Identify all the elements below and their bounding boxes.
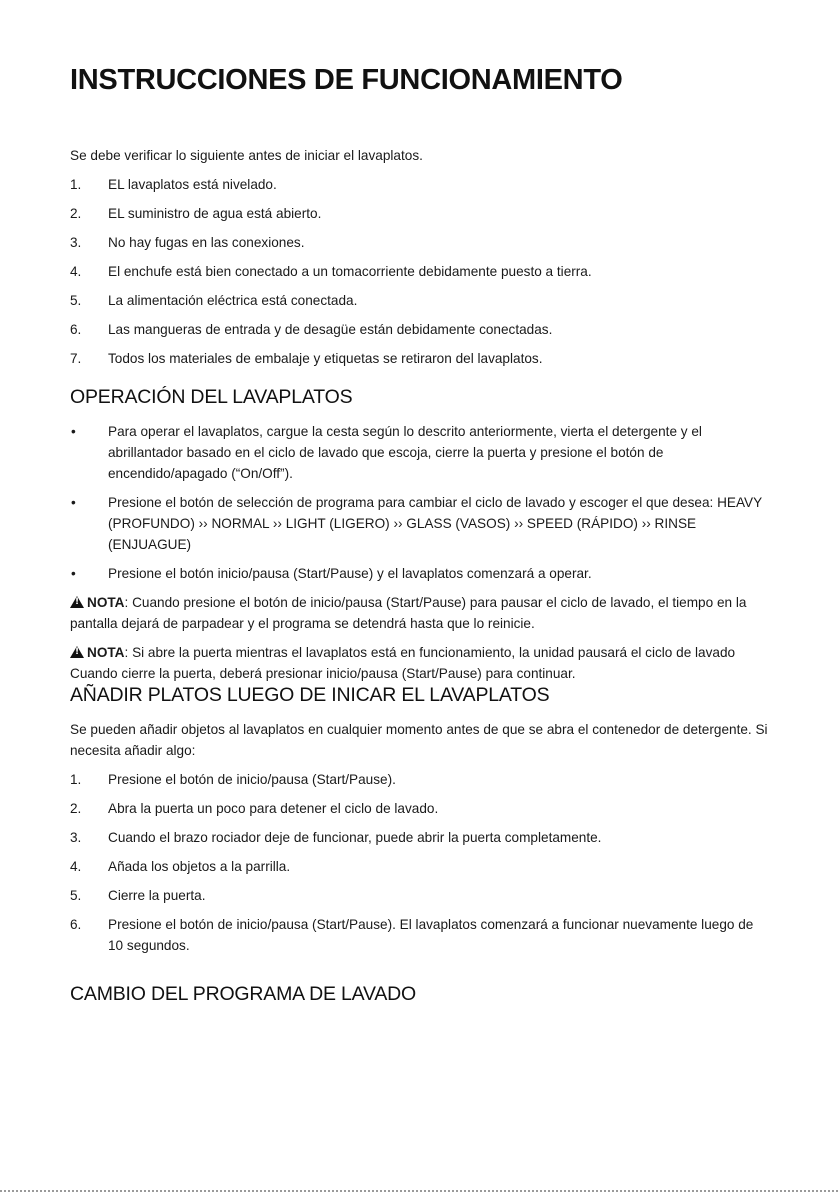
adding-steps: [70, 769, 770, 956]
bullet-item: [70, 492, 770, 555]
adding-dishes-section: [70, 684, 770, 956]
list-item: [70, 914, 770, 956]
section-heading: CAMBIO DEL PROGRAMA DE LAVADO: [70, 983, 416, 1005]
change-program-section: [70, 983, 770, 1018]
list-number: 2.: [70, 206, 82, 221]
list-text: Abra la puerta un poco para detener el ciclo de lavado.: [108, 801, 439, 816]
list-number: 4.: [70, 264, 82, 279]
list-number: 3.: [70, 235, 82, 250]
list-item: [70, 203, 770, 224]
warning-icon: [70, 646, 84, 658]
list-item: [70, 232, 770, 253]
note-paragraph: [70, 592, 770, 634]
operation-section: [70, 386, 770, 684]
list-number: 3.: [70, 830, 82, 845]
list-item: [70, 798, 770, 819]
section-heading: OPERACIÓN DEL LAVAPLATOS: [70, 386, 353, 408]
bullet-item: [70, 563, 770, 584]
list-text: No hay fugas en las conexiones.: [108, 235, 305, 250]
warning-icon: [70, 596, 84, 608]
list-text: Presione el botón de inicio/pausa (Start/Pause).: [108, 772, 396, 787]
list-item: [70, 885, 770, 906]
bullet-text: Presione el botón inicio/pausa (Start/Pause) y el lavaplatos comenzará a operar.: [108, 566, 592, 581]
list-text: Presione el botón de inicio/pausa (Start/Pause). El lavaplatos comenzará a funcionar nuevamente luego de 10 segundos.: [108, 917, 754, 953]
list-item: [70, 348, 770, 369]
section-heading: AÑADIR PLATOS LUEGO DE INICAR EL LAVAPLATOS: [70, 684, 550, 706]
note-paragraph: [70, 642, 770, 684]
list-item: [70, 827, 770, 848]
bullet-glyph: •: [71, 495, 76, 510]
list-text: EL suministro de agua está abierto.: [108, 206, 322, 221]
checklist-intro: Se debe verificar lo siguiente antes de iniciar el lavaplatos.: [70, 148, 423, 163]
list-text: El enchufe está bien conectado a un tomacorriente debidamente puesto a tierra.: [108, 264, 592, 279]
list-number: 4.: [70, 859, 82, 874]
bullet-item: [70, 421, 770, 484]
list-item: [70, 856, 770, 877]
note-text: : Cuando presione el botón de inicio/pausa (Start/Pause) para pausar el ciclo de lavado, el tiempo en la pantalla dejará de parpadear y el programa se detendrá hasta que lo reinicie.: [70, 595, 747, 631]
list-number: 5.: [70, 293, 82, 308]
list-number: 2.: [70, 801, 82, 816]
list-text: Todos los materiales de embalaje y etiquetas se retiraron del lavaplatos.: [108, 351, 543, 366]
note-text: : Si abre la puerta mientras el lavaplatos está en funcionamiento, la unidad pausará el ciclo de lavado Cuando cierre la puerta, deberá presionar inicio/pausa (Start/Pause) para continuar.: [70, 645, 736, 681]
checklist-list: [70, 174, 770, 369]
note-label: NOTA: [87, 645, 125, 660]
list-text: Cierre la puerta.: [108, 888, 206, 903]
bullet-text: Para operar el lavaplatos, cargue la cesta según lo descrito anteriormente, vierta el detergente y el abrillantador basado en el ciclo de lavado que escoja, cierre la puerta y presione el botón de encendido/apagado (“On/Off”).: [108, 424, 702, 481]
list-item: [70, 261, 770, 282]
list-text: EL lavaplatos está nivelado.: [108, 177, 277, 192]
list-number: 6.: [70, 322, 82, 337]
operation-bullets: [70, 421, 770, 584]
list-number: 1.: [70, 177, 82, 192]
list-item: [70, 769, 770, 790]
bullet-glyph: •: [71, 424, 76, 439]
page-title: INSTRUCCIONES DE FUNCIONAMIENTO: [70, 64, 623, 96]
list-number: 7.: [70, 351, 82, 366]
list-item: [70, 319, 770, 340]
list-text: Cuando el brazo rociador deje de funcionar, puede abrir la puerta completamente.: [108, 830, 602, 845]
list-text: Añada los objetos a la parrilla.: [108, 859, 291, 874]
list-text: La alimentación eléctrica está conectada.: [108, 293, 358, 308]
list-number: 5.: [70, 888, 82, 903]
adding-intro: Se pueden añadir objetos al lavaplatos en cualquier momento antes de que se abra el contenedor de detergente. Si necesita añadir algo:: [70, 722, 768, 758]
bullet-glyph: •: [71, 566, 76, 581]
note-label: NOTA: [87, 595, 125, 610]
checklist-section: [70, 145, 770, 369]
bullet-text: Presione el botón de selección de programa para cambiar el ciclo de lavado y escoger el que desea: HEAVY (PROFUNDO) ›› NORMAL ›› LIGHT (LIGERO) ›› GLASS (VASOS) ›› SPEED (RÁPIDO) ›› RINSE (ENJUAGUE): [108, 495, 762, 552]
list-item: [70, 174, 770, 195]
list-item: [70, 290, 770, 311]
list-number: 6.: [70, 917, 82, 932]
list-text: Las mangueras de entrada y de desagüe están debidamente conectadas.: [108, 322, 553, 337]
list-number: 1.: [70, 772, 82, 787]
